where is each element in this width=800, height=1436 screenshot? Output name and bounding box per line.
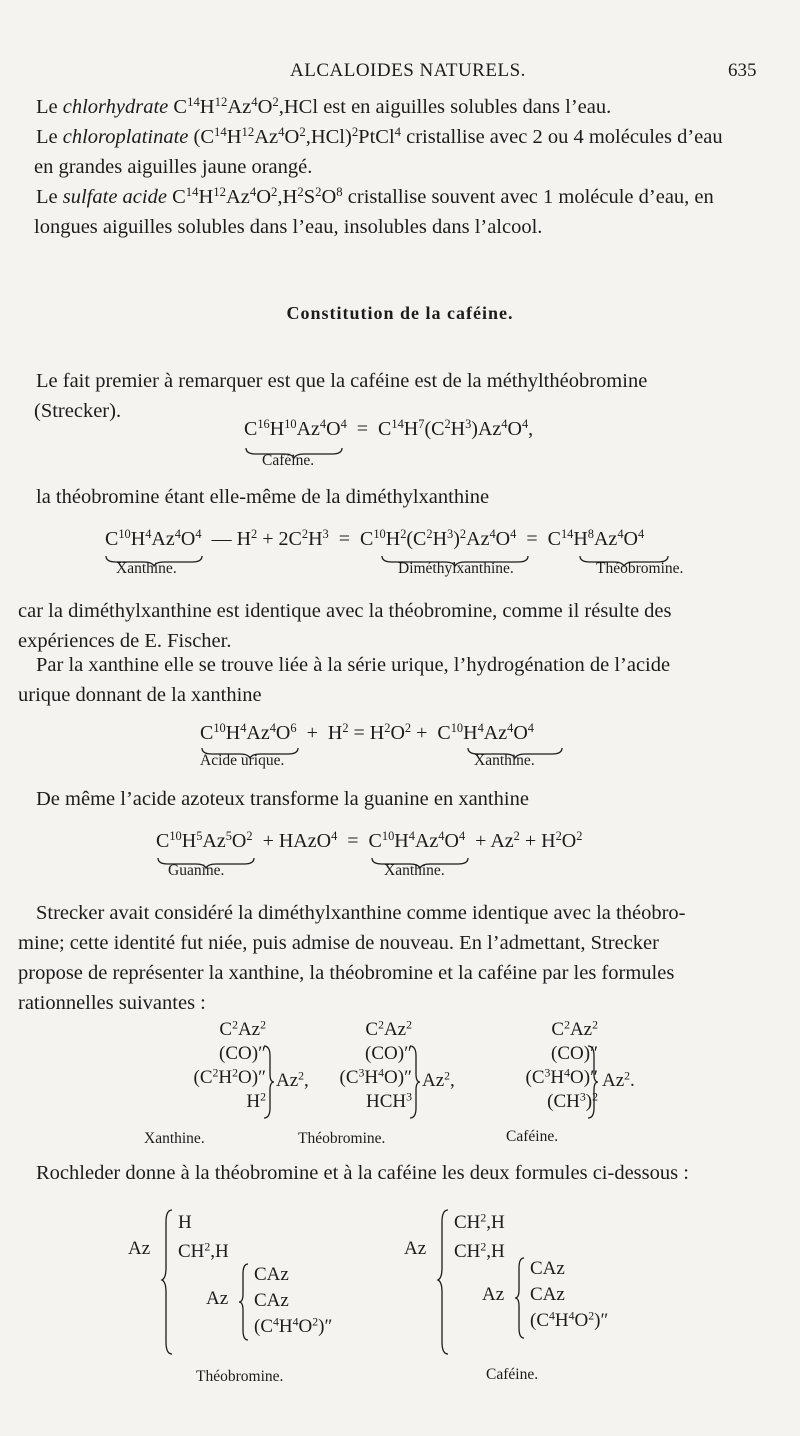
sulfate-line-2: longues aiguilles solubles dans l’eau, insolubles dans l’alcool. bbox=[34, 216, 543, 238]
rochleder-caf-az: Az bbox=[404, 1238, 427, 1259]
formula-xanthine-az: Az$^2$, bbox=[276, 1069, 309, 1091]
running-title: ALCALOIDES NATURELS. bbox=[290, 60, 526, 81]
caption-uric-acid: Acide urique. bbox=[200, 752, 285, 769]
right-brace bbox=[262, 1044, 274, 1120]
para-dimethylxanthine: la théobromine étant elle-même de la diméthylxanthine bbox=[36, 486, 490, 508]
chloroplatinate-line: Le chloroplatinate $(C^{14}H^{12}Az^4O^2,HCl)^2PtCl^4$ cristallise avec 2 ou 4 molécules d’eau bbox=[36, 125, 723, 148]
caption-xanthine: Xanthine. bbox=[116, 560, 177, 577]
right-brace bbox=[408, 1044, 420, 1120]
para-strecker: Strecker avait considéré la diméthylxanthine comme identique avec la théobro- mine; cette identité fut niée, puis admise de nouveau. En l’admettant, Strecker propose de représenter la xanthine, la théobromine et la caféine par les formules rationnelles suivantes : bbox=[18, 902, 686, 1014]
salts-paragraph bbox=[36, 92, 756, 242]
rochleder-theo-az-2: Az bbox=[206, 1288, 229, 1309]
formula-rochleder-caffeine-inner: CAz CAz $(C^4H^4O^2)''$ bbox=[530, 1258, 609, 1331]
caption-guanine: Guanine. bbox=[168, 862, 225, 879]
caption-theobromine: Théobromine. bbox=[196, 1368, 284, 1385]
caption-theobromine: Théobromine. bbox=[596, 560, 684, 577]
right-brace bbox=[586, 1044, 598, 1120]
caption-xanthine: Xanthine. bbox=[474, 752, 535, 769]
para-fischer: car la diméthylxanthine est identique avec la théobromine, comme il résulte des expériences de E. Fischer. bbox=[18, 600, 672, 652]
section-heading: Constitution de la caféine. bbox=[286, 303, 514, 323]
rochleder-caf-az-2: Az bbox=[482, 1284, 505, 1305]
equation-guanine: $C^{10}H^5Az^5O^2$ + HAzO$^4$ = $C^{10}H^4Az^4O^4 + Az^2 + H^2O^2$ bbox=[156, 829, 583, 852]
formula-theobromine: $C^2Az^2$ (CO)″ $(C^3H^4O)''$ HCH$^3$ bbox=[339, 1018, 412, 1112]
caption-caffeine: Caféine. bbox=[262, 452, 315, 469]
left-brace bbox=[514, 1256, 526, 1340]
chlorhydrate-line: Le chlorhydrate $C^{14}H^{12}Az^4O^2,HCl$ est en aiguilles solubles dans l’eau. bbox=[36, 95, 612, 118]
equation-caffeine: $C^{16}H^{10}Az^4O^4 = C^{14}H^7(C^2H^3)Az^4O^4$, bbox=[244, 417, 534, 440]
para-guanine: De même l’acide azoteux transforme la guanine en xanthine bbox=[36, 788, 529, 810]
formula-theobromine-az: Az$^2$, bbox=[422, 1069, 455, 1091]
formula-rochleder-theobromine: H $CH^2,H$ bbox=[178, 1212, 229, 1262]
chloroplatinate-term: chloroplatinate bbox=[62, 126, 189, 148]
left-brace bbox=[436, 1208, 450, 1356]
caption-theobromine: Théobromine. bbox=[298, 1130, 386, 1147]
caption-xanthine: Xanthine. bbox=[384, 862, 445, 879]
sulfate-line: Le sulfate acide $C^{14}H^{12}Az^4O^2,H^2S^2O^8$ cristallise souvent avec 1 molécule d’eau, en bbox=[36, 185, 714, 208]
page-number: 635 bbox=[728, 60, 757, 81]
left-brace bbox=[238, 1262, 250, 1342]
formula-caffeine-az: Az$^2$. bbox=[602, 1069, 635, 1091]
formula-rochleder-caffeine: $CH^2,H$ $CH^2,H$ bbox=[454, 1211, 505, 1262]
caption-caffeine: Caféine. bbox=[506, 1128, 559, 1145]
caption-xanthine: Xanthine. bbox=[144, 1130, 205, 1147]
equation-dimethylxanthine: $C^{10}H^4Az^4O^4$ — $H^2 + 2C^2H^3 = C^{10}H^2(C^2H^3)^2Az^4O^4 = C^{14}H^8Az^4O^4$ bbox=[105, 527, 645, 550]
chlorhydrate-term: chlorhydrate bbox=[62, 96, 169, 118]
formula-xanthine: $C^2Az^2$ (CO)″ $(C^2H^2O)''$ $H^2$ bbox=[193, 1018, 266, 1112]
caption-dimethylxanthine: Diméthylxanthine. bbox=[398, 560, 514, 577]
formula-caffeine: $C^2Az^2$ (CO)″ $(C^3H^4O)''$ $(CH^3)^2$ bbox=[525, 1018, 598, 1112]
formula-rochleder-theobromine-inner: CAz CAz $(C^4H^4O^2)''$ bbox=[254, 1264, 333, 1337]
para-methyltheobromine: Le fait premier à remarquer est que la caféine est de la méthylthéobromine (Strecker). bbox=[34, 370, 648, 422]
rochleder-theo-az: Az bbox=[128, 1238, 151, 1259]
para-uric: Par la xanthine elle se trouve liée à la série urique, l’hydrogénation de l’acide urique donnant de la xanthine bbox=[18, 654, 671, 706]
caption-caffeine: Caféine. bbox=[486, 1366, 539, 1383]
sulfate-term: sulfate acide bbox=[62, 186, 167, 208]
para-rochleder: Rochleder donne à la théobromine et à la caféine les deux formules ci-dessous : bbox=[36, 1162, 689, 1184]
chloroplatinate-line-2: en grandes aiguilles jaune orangé. bbox=[34, 156, 313, 178]
equation-uric: $C^{10}H^4Az^4O^6 + H^2 = H^2O^2 + C^{10}H^4Az^4O^4$ bbox=[200, 721, 534, 744]
left-brace bbox=[160, 1208, 174, 1356]
running-header bbox=[0, 60, 800, 90]
